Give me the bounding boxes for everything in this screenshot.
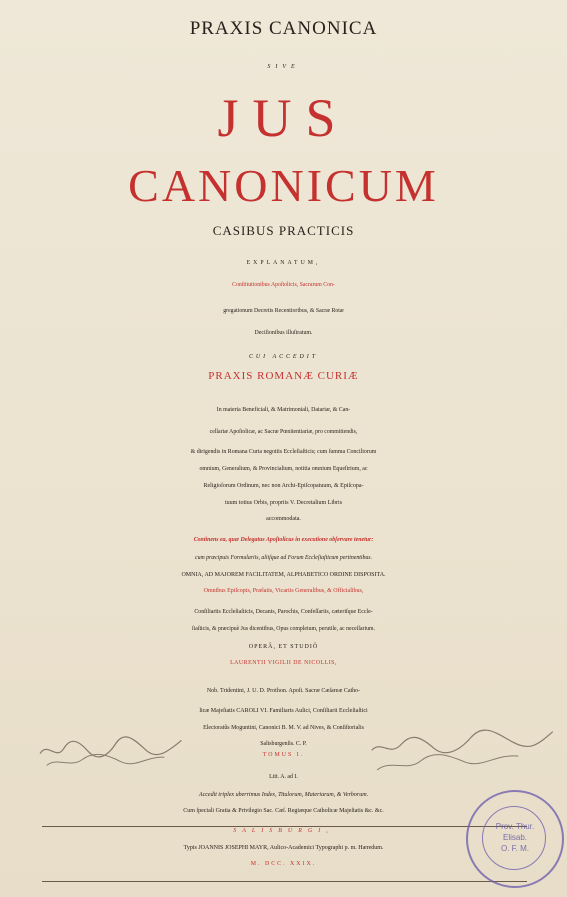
tomus-label: TOMUS I. xyxy=(262,752,305,758)
imprint-rule-bottom xyxy=(42,881,527,882)
imprint-year: M. DCC. XXIX. xyxy=(250,861,317,867)
imprint-rule-top xyxy=(42,826,527,827)
accedit-index: Accedit triplex uberrimus Index, Titulorum, Materiarum, & Verborum. xyxy=(198,792,369,798)
cui-accedit: CUI ACCEDIT xyxy=(248,354,319,360)
tomus-litt: Litt. A. ad I. xyxy=(269,774,298,780)
title-line-praxis-canonica: PRAXIS CANONICA xyxy=(189,18,378,39)
opera-et-studio: OPERÂ, ET STUDIÔ xyxy=(248,644,319,650)
materia-line-5: Religioſorum Ordinum, nec non Archi-Epiſcopatuum, & Epiſcopa- xyxy=(203,483,364,489)
materia-line-3: & dirigendis in Romana Curia negotiis Eccleſiaſticis; cum ſumma Conciliorum xyxy=(190,449,377,455)
continens-line-3: OMNIA, AD MAJOREM FACILITATEM, ALPHABETICO ORDINE DISPOSITA. xyxy=(181,572,386,578)
continens-line-4: Omnibus Epiſcopis, Prælatis, Vicariis Generalibus, & Officialibus, xyxy=(203,588,364,594)
stamp-line-3: O. F. M. xyxy=(501,844,529,853)
praxis-romanae-curiae: PRAXIS ROMANÆ CURIÆ xyxy=(208,370,359,382)
library-stamp xyxy=(466,790,564,888)
author-line-1: Nob. Tridentini, J. U. D. Prothon. Apoſt. Sacræ Cæſareæ Catho- xyxy=(206,688,361,694)
subtitle-line-3: Deciſionibus illuſtratum. xyxy=(254,330,313,336)
imprint-city: SALISBURGI, xyxy=(233,828,334,834)
continens-line-1: Continens ea, quæ Delegatus Apoſtolicus in executione obſervare tenetur: xyxy=(193,537,374,543)
subtitle-line-1: Conſtitutionibus Apoſtolicis, Sacrarum Con- xyxy=(232,282,335,288)
title-explanatum: EXPLANATUM, xyxy=(246,260,321,266)
title-canonicum: CANONICUM xyxy=(128,160,439,211)
author-line-2: licæ Majeſtatis CAROLI VI. Familiaris Aulici, Conſiliarii Eccleſiaſtici xyxy=(199,708,368,714)
materia-line-7: accommodata. xyxy=(266,516,301,522)
materia-line-6: tuum totius Orbis, propriis V. Decretalium Libris xyxy=(224,500,343,506)
continens-line-5: Conſiliariis Eccleſiaſticis, Decanis, Parochis, Confeſſariis, cæteriſque Eccle- xyxy=(194,609,373,615)
handwritten-note-left xyxy=(35,728,187,774)
continens-line-6: ſiaſticis, & præcipuè Jus dicentibus, Opus completum, perutile, ac neceſſarium. xyxy=(192,626,375,632)
title-jus: JUS xyxy=(217,88,350,148)
title-casibus-practicis: CASIBUS PRACTICIS xyxy=(212,223,355,238)
imprint-typis: Typis JOANNIS JOSEPHI MAYR, Aulico-Academici Typographi p. m. Hæredum. xyxy=(183,845,384,851)
materia-line-2: cellariæ Apoſtolicæ, ac Sacræ Pœnitentiariæ, pro committendis, xyxy=(209,429,358,435)
title-sive: SIVE xyxy=(267,64,300,70)
author-line-4: Salisburgenſis. C. P. xyxy=(260,741,307,747)
privilegio-line: Cum ſpeciali Gratia & Privilegio Sac. Cæſ. Regiæque Catholicæ Majeſtatis &c. &c. xyxy=(183,808,384,814)
stamp-line-1: Prov. Thur. xyxy=(495,822,535,831)
subtitle-line-2: gregationum Decretis Recentioribus, & Sacræ Rotæ xyxy=(223,308,344,314)
stamp-line-2: Elisab. xyxy=(502,833,527,842)
materia-line-4: omnium, Generalium, & Provincialium, notitia omnium Equeſtrium, ac xyxy=(199,466,368,472)
continens-line-2: cum præcipuis Formulariis, aliiſque ad Forum Eccleſiaſticum pertinentibus. xyxy=(195,555,372,561)
materia-line-1: In materia Beneficiali, & Matrimoniali, Datariæ, & Can- xyxy=(216,407,351,413)
author-name: LAURENTII VIGILII DE NICOLLIS, xyxy=(230,660,337,666)
author-line-3: Electoratûs Moguntini, Canonici B. M. V. ad Nives, & Conſiſtorialis xyxy=(203,725,364,731)
